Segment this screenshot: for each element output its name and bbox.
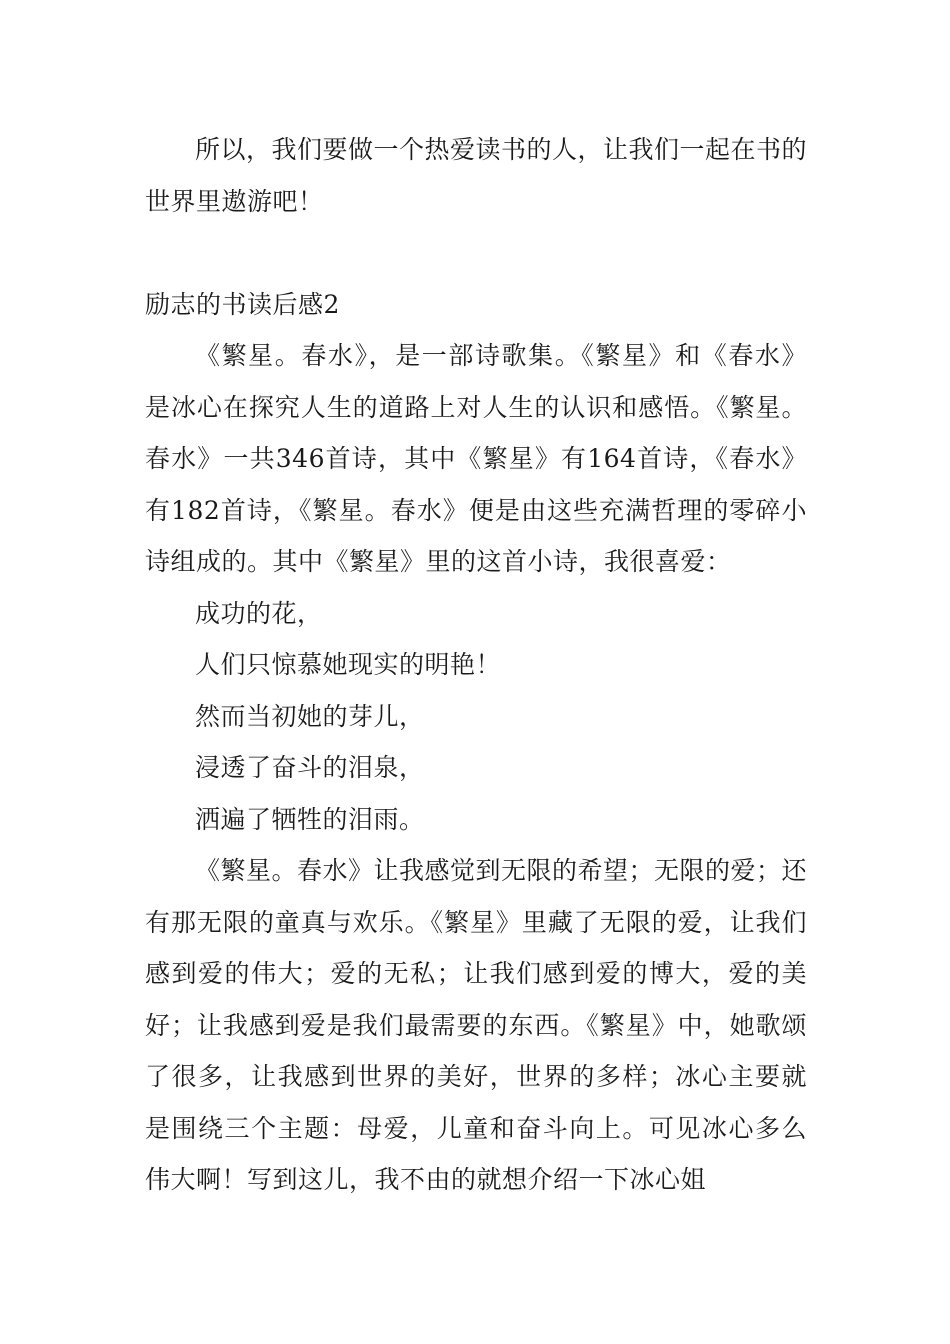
body-paragraph-2: 《繁星。春水》让我感觉到无限的希望；无限的爱；还有那无限的童真与欢乐。《繁星》里藏了无限的爱，让我们感到爱的伟大；爱的无私；让我们感到爱的博大，爱的美好；让我感到爱是我们最需要的东西。《繁星》中，她歌颂了很多，让我感到世界的美好，世界的多样；冰心主要就是围绕三个主题：母爱，儿童和奋斗向上。可见冰心多么伟大啊！写到这儿，我不由的就想介绍一下冰心姐	[145, 856, 808, 1194]
body-paragraph-1: 《繁星。春水》，是一部诗歌集。《繁星》和《春水》是冰心在探究人生的道路上对人生的认识和感悟。《繁星。春水》一共346首诗，其中《繁星》有164首诗，《春水》有182首诗，《繁星。春水》便是由这些充满哲理的零碎小诗组成的。其中《繁星》里的这首小诗，我很喜爱：	[145, 341, 807, 576]
poem-line: 洒遍了牺牲的泪雨。	[195, 804, 425, 834]
paragraph-gap	[145, 227, 807, 279]
poem-line: 然而当初她的芽儿，	[195, 701, 425, 731]
poem-line: 人们只惊慕她现实的明艳！	[195, 650, 502, 679]
intro-paragraph: 所以，我们要做一个热爱读书的人，让我们一起在书的世界里遨游吧！	[145, 135, 808, 216]
poem-line: 浸透了奋斗的泪泉，	[195, 753, 425, 782]
poem-line: 成功的花，	[195, 598, 323, 628]
document-body	[145, 124, 807, 1206]
section-title: 励志的书读后感2	[145, 289, 340, 319]
